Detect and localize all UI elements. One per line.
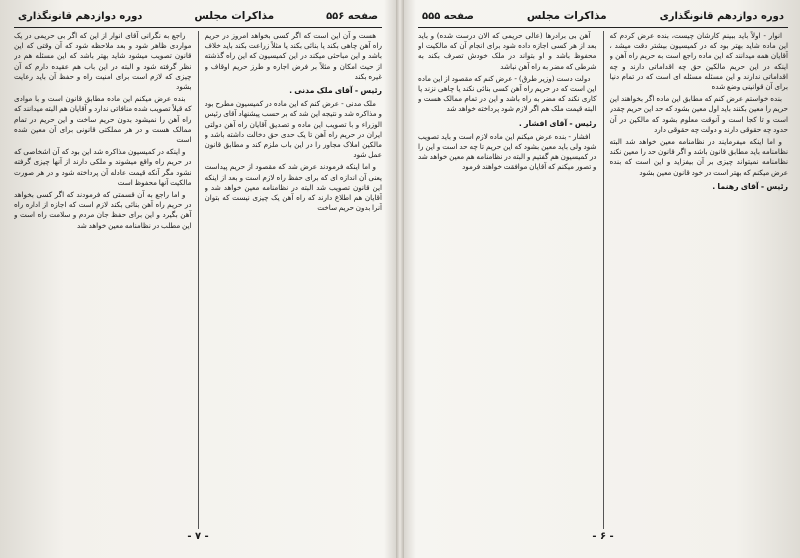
right-page-left-column: [418, 31, 597, 529]
right-page-number: - ۶ -: [592, 531, 614, 542]
left-page-header: [14, 6, 382, 26]
paragraph: و اما راجع به آن قسمتی که فرمودند که اگر کسی بخواهد در حریم راه آهن بنائی بکند لازم است که اجازه از اداره راه آهن بگیرد و این برای حفظ جان مردم و سلامت راه است و این مطلب در نظامنامه معین خواهد شد: [14, 190, 192, 230]
paragraph: و اما اینکه میفرمایند در نظامنامه معین خواهد شد البته نظامنامه باید مطابق قانون باشد و اگر قانون حد را معین نکند نظامنامه نمیتواند چیزی بر آن بیفزاید و این است که بنده عرض میکنم که بهتر است در خود قانون معین بشود: [609, 137, 788, 177]
right-header-rule: [418, 27, 788, 28]
speaker-heading: رئیس - آقای ملک مدنی .: [289, 86, 382, 96]
paragraph: ملک مدنی - عرض کنم که این ماده در کمیسیون مطرح بود و مذاکره شد و نتیجه این شد که بر حسب پیشنهاد آقای رئیس الوزراء و با تصویب این ماده و تصدیق آقایان راه آهن دولتی ایران در حریم راه آهن تا یک حدی حق دخالت داشته باشد و مالکین املاک مجاور را در این باب ملزم کند و مطابق قانون عمل شود: [204, 99, 382, 160]
left-page-columns: [14, 31, 382, 529]
left-header-page-label: صفحه ۵۵۶: [326, 10, 378, 22]
paragraph: انوار - اولاً باید ببینم کارشان چیست، بنده عرض کردم که این ماده شاید بهتر بود که در کمیسیون بیشتر دقت میشد ، آقایان همه میدانند که این ماده راجع است به حریم راه آهن و اینکه در این حریم مالکین حق چه اقداماتی دارند و چه اقداماتی ندارند و این مسئله مسئله ای است که در تمام دنیا برای آن قوانینی وضع شده: [609, 31, 788, 92]
paragraph: بنده عرض میکنم این ماده مطابق قانون است و با موادی که قبلاً تصویب شده منافاتی ندارد و آقایان هم البته میدانند که راه آهن را نمیشود بدون حریم ساخت و این حریم در تمام ممالک هست و در هر مملکتی قانونی برای آن معین شده است: [14, 94, 192, 145]
column-divider: [198, 31, 199, 529]
paragraph: آهن بی برادرها (عالی حریمی که الان درست شده) و باید بعد از هر کسی اجازه داده شود برای انجام آن که مالکیت او محفوظ باشد و او بتواند در ملک خودش تصرف بکند به شرطی که مضر به راه آهن نباشد: [418, 31, 597, 71]
right-header-page-label: صفحه ۵۵۵: [422, 10, 474, 22]
column-divider: [603, 31, 604, 529]
right-header-session: دوره دوازدهم قانونگذاری: [659, 10, 784, 22]
paragraph: راجع به نگرانی آقای انوار از این که اگر بی حریمی در یک مواردی ظاهر شود و بعد ملاحظه شود که آن وقتی که این قانون تصویب میشود شاید بهتر باشد که این مسئله هم در نظر گرفته شود و البته در این باب هم عقیده دارم که آن چیزی که لازم است برای امنیت راه و حفظ آن باید رعایت بشود: [14, 31, 192, 92]
left-page-number: - ۷ -: [187, 531, 209, 542]
paragraph: افشار - بنده عرض میکنم این ماده لازم است و باید تصویب شود ولی باید معین بشود که این حریم تا چه حد است و این را در کمیسیون هم گفتیم و البته در نظامنامه هم معین خواهد شد و تصور میکنم که آقایان موافقت خواهند فرمود: [418, 131, 597, 172]
left-page-right-column: [205, 31, 383, 529]
right-page-right-column: [610, 31, 789, 529]
right-page-columns: [418, 31, 788, 529]
paragraph: بنده خواستم عرض کنم که مطابق این ماده اگر بخواهند این حریم را معین بکنند باید اول معین بشود که حد این حریم چقدر است و تا کجا است و آنوقت معلوم بشود که مالکین در آن حدود چه حقوقی دارند و دولت چه حقوقی دارد: [609, 94, 788, 134]
paragraph: و اما اینکه فرمودند عرض شد که مقصود از حریم پیداست یعنی آن اندازه ای که برای حفظ راه لازم است و بعد از اینکه این قانون تصویب شد البته در نظامنامه معین خواهد شد و آقایان هم اطلاع دارند که راه آهن یک چیزی نیست که بتوان آنرا بدون حریم ساخت: [204, 162, 382, 213]
left-header-title: مذاکرات مجلس: [194, 10, 275, 22]
left-header-session: دوره دوازدهم قانونگذاری: [18, 10, 143, 22]
left-page: [10, 6, 388, 551]
left-header-rule: [14, 27, 382, 28]
right-page: [412, 6, 792, 551]
left-page-left-column: [14, 31, 192, 529]
speaker-heading: رئیس - آقای افشار .: [518, 118, 597, 128]
paragraph: و اینکه در کمیسیون مذاکره شد این بود که آن اشخاصی که در حریم راه واقع میشوند و ملکی دارند از آنها چیزی گرفته نشود مگر آنکه قیمت عادله آن پرداخته شود و در هر صورت مالکیت آنها محفوظ است: [14, 147, 192, 187]
right-page-header: [418, 6, 788, 26]
paragraph: دولت دست (وزیر طرق) - عرض کنم که مقصود از این ماده این است که در حریم راه آهن کسی بنائی نکند یا چاهی نزند یا کاری نکند که مضر به راه باشد و این در تمام ممالک هست و البته قیمت ملک هم اگر لازم شود پرداخته خواهد شد: [418, 73, 597, 114]
right-header-title: مذاکرات مجلس: [526, 10, 607, 22]
speaker-heading: رئیس - آقای رهنما .: [712, 181, 788, 191]
paragraph: هست و آن این است که اگر کسی بخواهد امروز در حریم راه آهن چاهی بکند یا بنائی بکند یا مثلاً زراعت بکند باید خلاف باشد و این مباحثی میکند در این کمیسیون که این راه گذشته از حیث امکان و مثلاً بر فرض اجاره و طرز حریم اوقاف و غیره بکند: [204, 31, 382, 81]
book-spine: [396, 0, 404, 558]
